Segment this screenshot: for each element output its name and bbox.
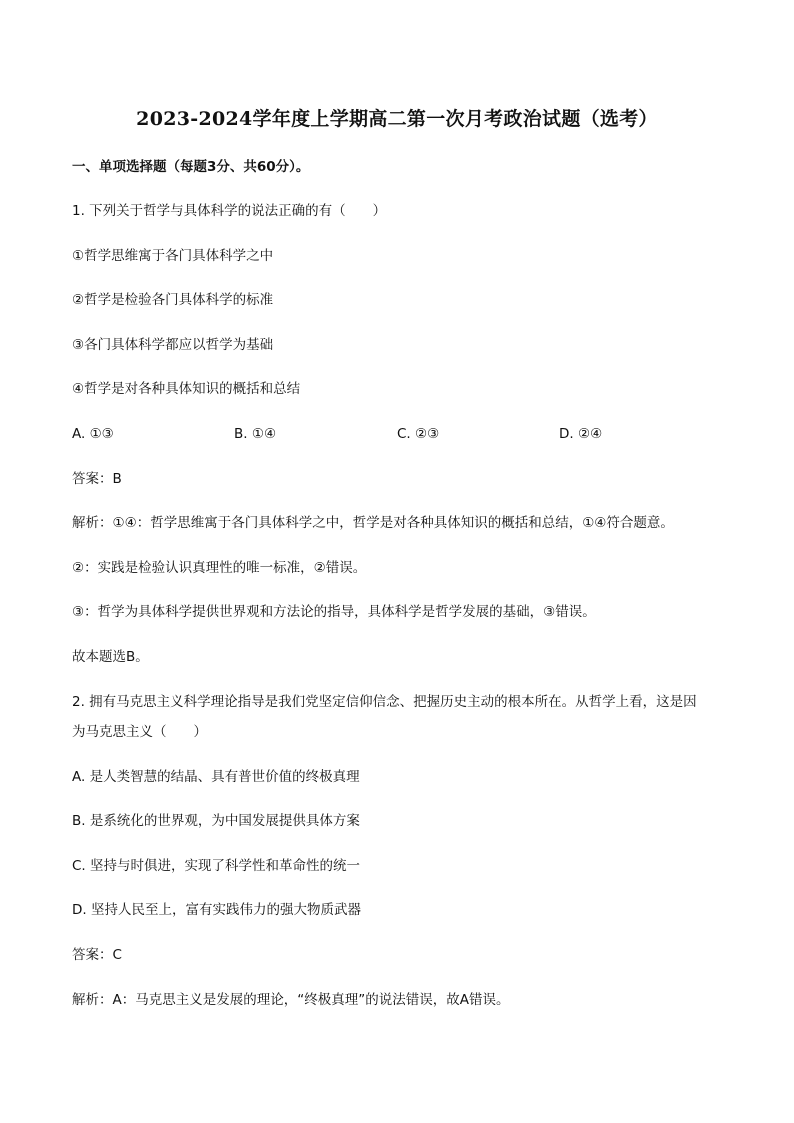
q1-analysis-4: 故本题选B。 xyxy=(72,649,149,665)
q1-option-d: D. ②④ xyxy=(559,426,603,442)
q1-item-4: ④哲学是对各种具体知识的概括和总结 xyxy=(72,381,301,397)
q1-option-a: A. ①③ xyxy=(72,426,114,442)
q1-option-c: C. ②③ xyxy=(397,426,440,442)
q2-option-c: C. 坚持与时俱进，实现了科学性和革命性的统一 xyxy=(72,858,361,874)
q1-item-3: ③各门具体科学都应以哲学为基础 xyxy=(72,337,274,353)
q1-answer: 答案：B xyxy=(72,471,122,487)
q2-option-a: A. 是人类智慧的结晶、具有普世价值的终极真理 xyxy=(72,769,360,785)
q1-item-1: ①哲学思维寓于各门具体科学之中 xyxy=(72,248,274,264)
page-title: 2023-2024学年度上学期高二第一次月考政治试题（选考） xyxy=(136,108,658,130)
q1-stem: 1. 下列关于哲学与具体科学的说法正确的有（ ） xyxy=(72,203,387,219)
q1-item-2: ②哲学是检验各门具体科学的标准 xyxy=(72,292,274,308)
q1-analysis-3: ③：哲学为具体科学提供世界观和方法论的指导，具体科学是哲学发展的基础，③错误。 xyxy=(72,604,596,620)
section-heading: 一、单项选择题（每题3分、共60分）。 xyxy=(72,159,310,175)
q2-stem-line-2: 为马克思主义（ ） xyxy=(72,724,207,740)
q2-option-d: D. 坚持人民至上，富有实践伟力的强大物质武器 xyxy=(72,902,361,918)
q1-option-b: B. ①④ xyxy=(234,426,277,442)
q1-analysis-1: 解析：①④：哲学思维寓于各门具体科学之中，哲学是对各种具体知识的概括和总结，①④符合题意。 xyxy=(72,515,674,531)
q2-stem-line-1: 2. 拥有马克思主义科学理论指导是我们党坚定信仰信念、把握历史主动的根本所在。从哲学上看，这是因 xyxy=(72,694,697,710)
q1-analysis-2: ②：实践是检验认识真理性的唯一标准，②错误。 xyxy=(72,560,367,576)
q2-option-b: B. 是系统化的世界观，为中国发展提供具体方案 xyxy=(72,813,360,829)
q2-answer: 答案：C xyxy=(72,947,122,963)
q2-analysis-1: 解析：A：马克思主义是发展的理论，“终极真理”的说法错误，故A错误。 xyxy=(72,992,510,1008)
